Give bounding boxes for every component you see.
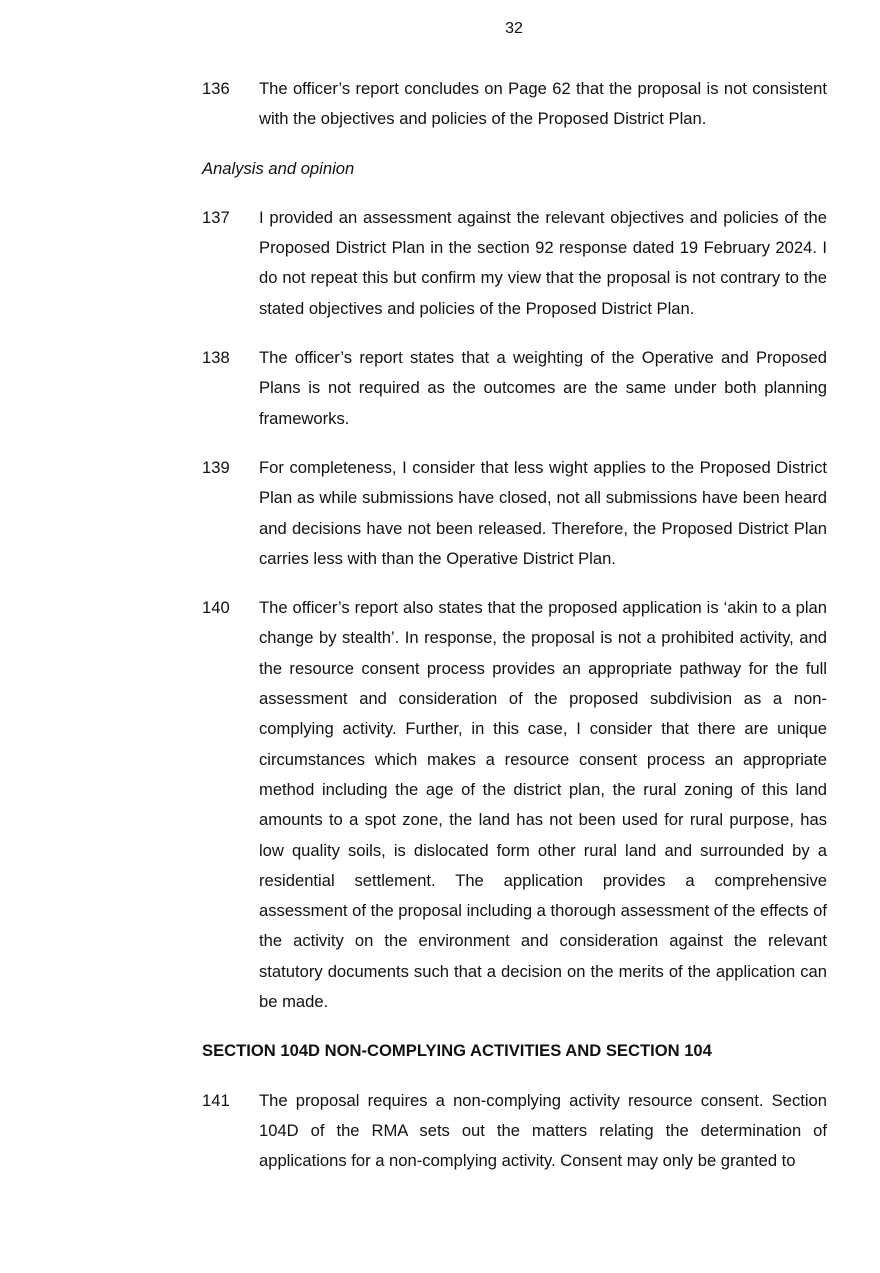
paragraph-number: 138 <box>202 348 230 368</box>
document-body <box>202 74 827 1196</box>
page-number: 32 <box>505 20 523 37</box>
paragraph-number: 136 <box>202 79 230 98</box>
paragraph-number: 141 <box>202 1090 230 1110</box>
paragraph-text: The officer’s report states that a weighting of the Operative and Proposed Plans is not required as the outcomes are the same under both planning frameworks. <box>259 348 827 428</box>
paragraph-140 <box>202 593 827 1017</box>
paragraph-137 <box>202 203 827 324</box>
subheading-analysis: Analysis and opinion <box>202 158 355 178</box>
paragraph-number: 140 <box>202 598 230 618</box>
paragraph-136 <box>202 74 827 135</box>
paragraph-141 <box>202 1086 827 1177</box>
paragraph-138 <box>202 343 827 434</box>
paragraph-number: 139 <box>202 457 230 477</box>
paragraph-139 <box>202 453 827 574</box>
section-heading: SECTION 104D NON-COMPLYING ACTIVITIES AND SECTION 104 <box>202 1041 712 1061</box>
paragraph-text: I provided an assessment against the relevant objectives and policies of the Proposed District Plan in the section 92 response dated 19 February 2024. I do not repeat this but confirm my view that the proposal is not contrary to the stated objectives and policies of the Proposed District Plan. <box>259 207 827 318</box>
paragraph-text: For completeness, I consider that less wight applies to the Proposed District Plan as while submissions have closed, not all submissions have been heard and decisions have not been released. Therefore, the Proposed District Plan carries less with than the Operative District Plan. <box>259 457 827 568</box>
paragraph-text: The officer’s report also states that the proposed application is ‘akin to a plan change by stealth’. In response, the proposal is not a prohibited activity, and the resource consent process provides an appropriate pathway for the full assessment and consideration of the proposed subdivision as a non-complying activity. Further, in this case, I consider that there are unique circumstances which makes a resource consent process an appropriate method including the age of the district plan, the rural zoning of this land amounts to a spot zone, the land has not been used for rural purpose, has low quality soils, is dislocated form other rural land and surrounded by a residential settlement. The application provides a comprehensive assessment of the proposal including a thorough assessment of the effects of the activity on the environment and consideration against the relevant statutory documents such that a decision on the merits of the application can be made. <box>259 598 827 1012</box>
paragraph-text: The officer’s report concludes on Page 62 that the proposal is not consistent with the objectives and policies of the Proposed District Plan. <box>259 79 827 129</box>
paragraph-number: 137 <box>202 207 230 227</box>
paragraph-text: The proposal requires a non-complying activity resource consent. Section 104D of the RMA sets out the matters relating the determination of applications for a non-complying activity. Consent may only be granted to <box>259 1090 827 1171</box>
